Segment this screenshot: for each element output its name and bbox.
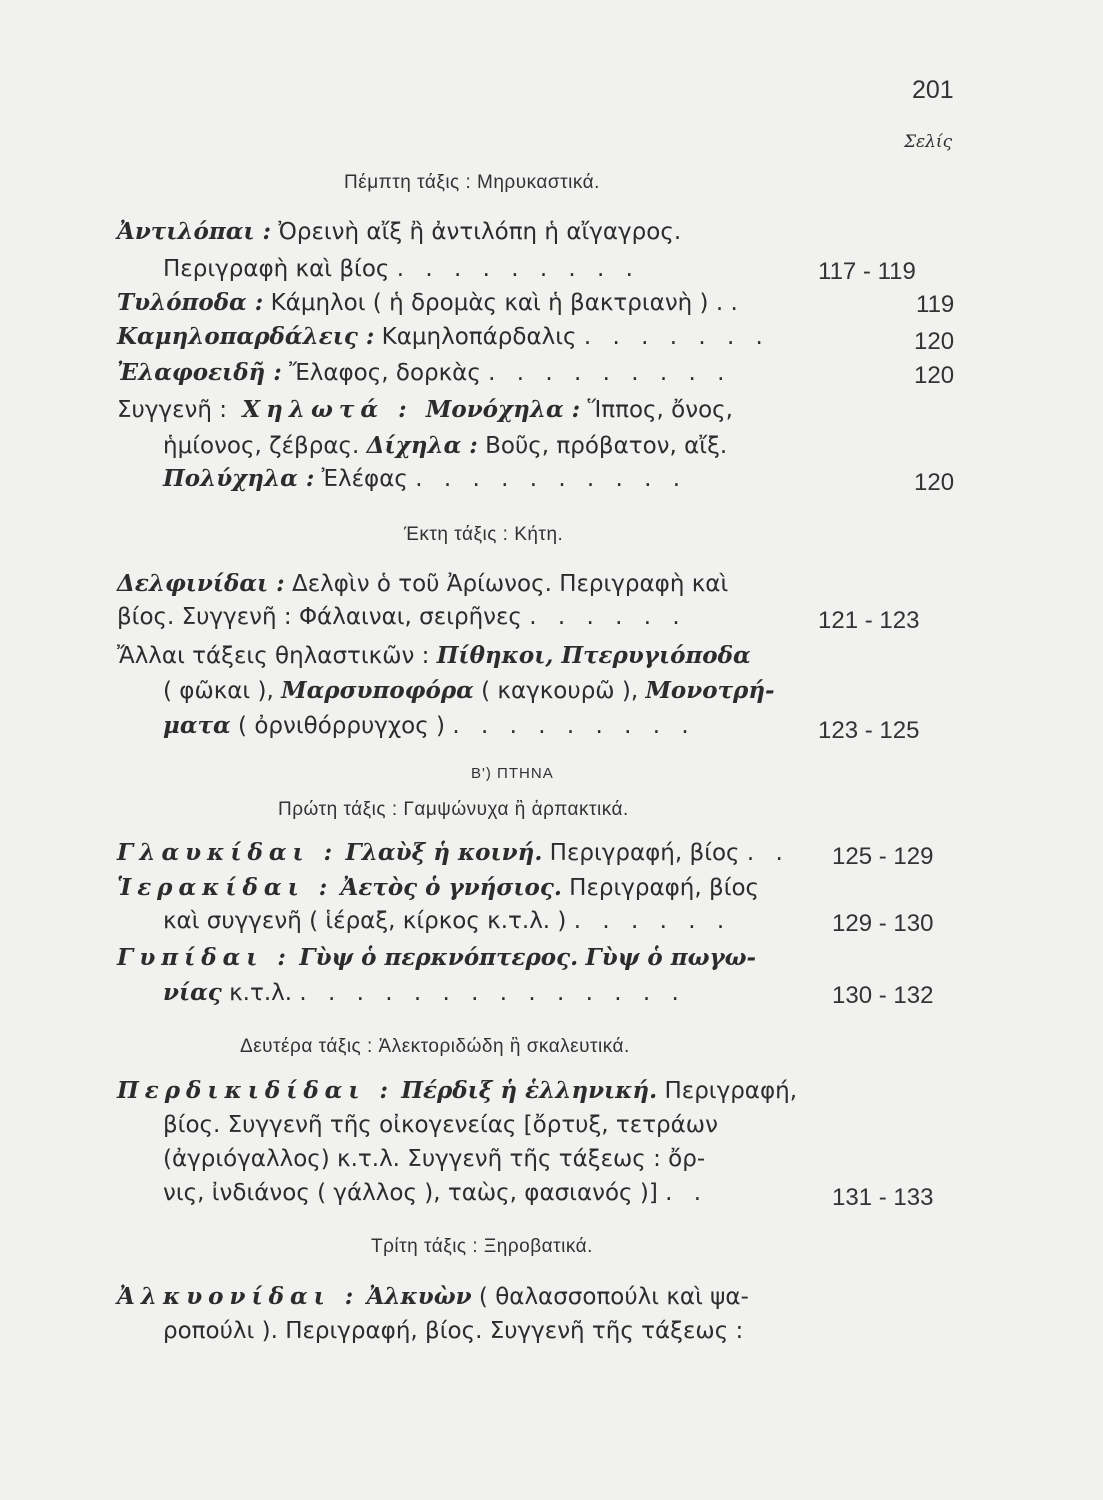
section-heading-fifth-order: Πέμπτη τάξις : Μηρυκαστικά. bbox=[344, 172, 600, 193]
section-heading-birds-second-order: Δευτέρα τάξις : Ἀλεκτοριδώδη ἢ σκαλευτικά. bbox=[240, 1036, 630, 1057]
entry-text: ἡμίονος, ζέβρας. bbox=[163, 433, 360, 459]
entry-allai-line-3 bbox=[163, 712, 696, 739]
entry-gypidai-line-1 bbox=[117, 944, 756, 971]
entry-elafoeidi bbox=[117, 359, 731, 386]
entry-text: Ὀρεινὴ αἴξ ἢ ἀντιλόπη ἡ αἴγαγρος. bbox=[278, 219, 682, 245]
entry-name: Γυπίδαι : bbox=[117, 944, 292, 971]
entry-text: Ἵππος, ὄνος, bbox=[587, 397, 733, 423]
entry-name: Ἱερακίδαι : bbox=[117, 874, 334, 901]
species-name: Πέρδιξ ἡ ἑλληνική. bbox=[401, 1077, 658, 1104]
entry-text: καὶ συγγενῆ ( ἱέραξ, κίρκος κ.τ.λ. ) bbox=[163, 908, 567, 934]
page-range: 119 bbox=[916, 291, 955, 318]
page-column-label: Σελίς bbox=[904, 132, 953, 152]
entry-allai-line-2 bbox=[163, 677, 775, 704]
page-range: 123 - 125 bbox=[818, 717, 920, 744]
group-name: Μαρσυποφόρα bbox=[281, 677, 474, 704]
dot-leader: . . . . . . . . . . bbox=[415, 466, 688, 492]
section-heading-birds-first-order: Πρώτη τάξις : Γαμψώνυχα ἢ ἁρπακτικά. bbox=[278, 799, 629, 820]
dot-leader: . . bbox=[746, 840, 790, 866]
group-name: Πίθηκοι, Πτερυγιόποδα bbox=[436, 642, 751, 669]
group-name: Δίχηλα : bbox=[366, 432, 478, 459]
section-heading-sixth-order: Έκτη τάξις : Κήτη. bbox=[404, 524, 564, 545]
species-name: Γὺψ ὁ περκνόπτερος. bbox=[299, 944, 579, 971]
entry-perdikididai-line-4 bbox=[163, 1180, 708, 1206]
entry-name: Ἀλκυονίδαι : bbox=[117, 1283, 360, 1310]
entry-delfinidai-line-2 bbox=[117, 604, 687, 630]
dot-leader: . bbox=[730, 290, 745, 316]
entry-text: Περιγραφὴ καὶ βίος bbox=[163, 256, 390, 282]
section-heading-birds: Β') ΠΤΗΝΑ bbox=[471, 765, 554, 782]
entry-allai-line-1 bbox=[117, 642, 751, 669]
entry-name: Περδικιδίδαι : bbox=[117, 1077, 394, 1104]
page-range: 130 - 132 bbox=[832, 982, 934, 1009]
entry-name: Ἐλαφοειδῆ : bbox=[117, 359, 282, 386]
species-name: Ἀλκυὼν bbox=[366, 1283, 472, 1310]
entry-perdikididai-line-3 bbox=[163, 1146, 705, 1172]
entry-name: Δελφινίδαι : bbox=[117, 570, 285, 597]
entry-text: Ἄλλαι τάξεις θηλαστικῶν : bbox=[117, 643, 430, 669]
page-range: 120 bbox=[914, 328, 955, 355]
entry-text: ( φῶκαι ), bbox=[163, 678, 274, 704]
group-name: ματα bbox=[163, 712, 231, 739]
species-name: νίας bbox=[163, 979, 222, 1006]
dot-leader: . . . . . . . . . bbox=[452, 713, 696, 739]
entry-kamilopardaleis bbox=[117, 323, 770, 350]
entry-delfinidai-line-1 bbox=[117, 570, 728, 597]
entry-text: νις, ἰνδιάνος ( γάλλος ), ταὼς, φασιανός )] bbox=[163, 1180, 658, 1206]
group-name: Χηλωτά : bbox=[242, 396, 413, 423]
entry-text: Καμηλοπάρδαλις bbox=[381, 324, 577, 350]
species-name: Ἀετὸς ὁ γνήσιος. bbox=[340, 874, 562, 901]
species-name: Γὺψ ὁ πωγω- bbox=[585, 944, 757, 971]
page-range: 121 - 123 bbox=[818, 607, 920, 634]
entry-name: Καμηλοπαρδάλεις : bbox=[117, 323, 375, 350]
dot-leader: . . . . . . . bbox=[583, 324, 770, 350]
entry-text: Κάμηλοι ( ἡ δρομὰς καὶ ἡ βακτριανὴ ) . bbox=[270, 290, 724, 316]
entry-tylopoda bbox=[117, 289, 745, 316]
page-number: 201 bbox=[912, 76, 954, 104]
entry-ierakidai-line-2 bbox=[163, 908, 731, 934]
entry-syggeni-line-1 bbox=[117, 396, 733, 423]
entry-text: Ἔλαφος, δορκὰς bbox=[289, 360, 481, 386]
dot-leader: . . . . . . . . . bbox=[396, 256, 640, 282]
entry-name: Τυλόποδα : bbox=[117, 289, 264, 316]
entry-text: Δελφὶν ὁ τοῦ Ἀρίωνος. Περιγραφὴ καὶ bbox=[291, 571, 729, 597]
section-heading-birds-third-order: Τρίτη τάξις : Ξηροβατικά. bbox=[371, 1236, 593, 1257]
entry-lead: Συγγενῆ : bbox=[117, 397, 227, 423]
entry-text: (ἀγριόγαλλος) κ.τ.λ. Συγγενῆ τῆς τάξεως : ὄρ- bbox=[163, 1146, 706, 1172]
entry-gypidai-line-2 bbox=[163, 979, 686, 1006]
species-name: Γλαὺξ ἡ κοινή. bbox=[345, 839, 543, 866]
page-range: 120 bbox=[914, 469, 955, 496]
entry-syggeni-line-2 bbox=[163, 432, 727, 459]
dot-leader: . . . . . . . . . bbox=[488, 360, 732, 386]
entry-text: Βοῦς, πρόβατον, αἴξ. bbox=[485, 433, 728, 459]
entry-name: Ἀντιλόπαι : bbox=[117, 218, 272, 245]
page-range: 125 - 129 bbox=[832, 843, 934, 870]
entry-antilopai-line-2 bbox=[163, 256, 640, 282]
entry-text: βίος. Συγγενῆ τῆς οἰκογενείας [ὄρτυξ, τετράων bbox=[163, 1112, 718, 1138]
group-name: Μονόχηλα : bbox=[425, 396, 581, 423]
entry-text: Ἐλέφας bbox=[321, 466, 408, 492]
entry-text: ροπούλι ). Περιγραφή, βίος. Συγγενῆ τῆς τάξεως : bbox=[163, 1318, 744, 1344]
group-name: Πολύχηλα : bbox=[163, 465, 315, 492]
entry-perdikididai-line-2 bbox=[163, 1112, 718, 1138]
entry-text: ( θαλασσοπούλι καὶ ψα- bbox=[478, 1284, 749, 1310]
entry-text: ( καγκουρῶ ), bbox=[481, 678, 639, 704]
page-range: 131 - 133 bbox=[832, 1184, 934, 1211]
entry-text: Περιγραφή, bbox=[664, 1078, 798, 1104]
dot-leader: . . . . . . bbox=[573, 908, 732, 934]
entry-text: βίος. Συγγενῆ : Φάλαιναι, σειρῆνες bbox=[117, 604, 522, 630]
entry-ierakidai-line-1 bbox=[117, 874, 759, 901]
dot-leader: . . bbox=[665, 1180, 709, 1206]
entry-perdikididai-line-1 bbox=[117, 1077, 797, 1104]
group-name: Μονοτρή- bbox=[645, 677, 775, 704]
entry-alkyonidai-line-2 bbox=[163, 1318, 743, 1344]
dot-leader: . . . . . . . . . . . . . . bbox=[299, 980, 686, 1006]
entry-alkyonidai-line-1 bbox=[117, 1283, 749, 1310]
page-range: 129 - 130 bbox=[832, 910, 934, 937]
entry-name: Γλαυκίδαι : bbox=[117, 839, 339, 866]
page-range: 117 - 119 bbox=[818, 258, 916, 285]
dot-leader: . . . . . . bbox=[529, 604, 687, 630]
page-range: 120 bbox=[914, 362, 955, 389]
entry-text: Περιγραφή, βίος bbox=[549, 840, 740, 866]
entry-text: Περιγραφή, βίος bbox=[569, 875, 760, 901]
entry-antilopai-line-1 bbox=[117, 218, 681, 245]
entry-text: ( ὀρνιθόρρυγχος ) bbox=[238, 713, 446, 739]
entry-text: κ.τ.λ. bbox=[229, 980, 293, 1006]
entry-glaukidai bbox=[117, 839, 790, 866]
entry-syggeni-line-3 bbox=[163, 465, 687, 492]
